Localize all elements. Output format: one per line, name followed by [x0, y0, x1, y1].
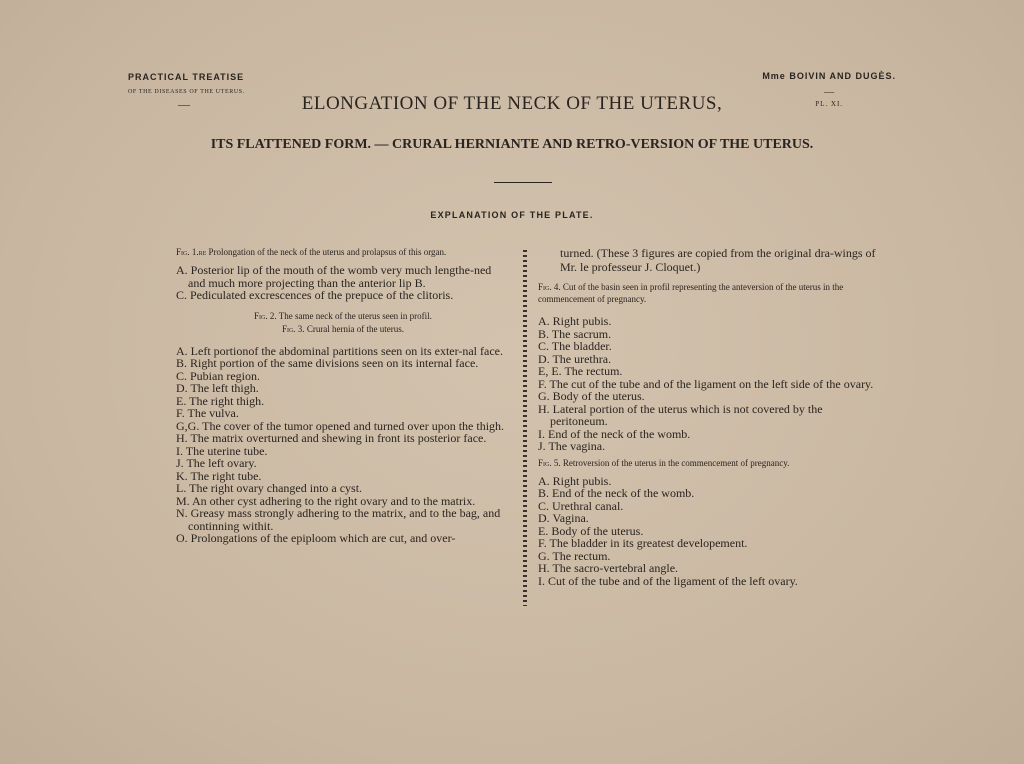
list-item: B. End of the neck of the womb.	[538, 486, 695, 500]
column-divider	[523, 250, 527, 606]
fig1-list	[176, 264, 510, 302]
fig3-continuation: turned. (These 3 figures are copied from the original dra-wings of Mr. le professeur J. Cloquet.)	[560, 246, 876, 274]
fig2-caption	[176, 310, 510, 322]
list-item: A. Left portionof the abdominal partitions seen on its exter-nal face.	[176, 343, 503, 358]
list-item: A. Right pubis.	[538, 473, 612, 488]
list-item: O. Prolongations of the epiploom which are cut, and over-	[176, 531, 456, 545]
list-item: C. Urethral canal.	[538, 498, 624, 513]
right-column	[538, 246, 878, 587]
list-item: A. Posterior lip of the mouth of the womb very much lengthe-ned and much more projecting than the anterior lip B.	[176, 263, 492, 290]
page-subtitle: ITS FLATTENED FORM. — CRURAL HERNIANTE AND RETRO-VERSION OF THE UTERUS.	[210, 137, 814, 152]
fig4-text: Cut of the basin seen in profil representing the anteversion of the uterus in the commencement of pregnancy.	[538, 282, 844, 304]
fig3-caption	[176, 323, 510, 335]
list-item: G. Body of the uterus.	[538, 389, 645, 403]
list-item: H. Lateral portion of the uterus which is not covered by the peritoneum.	[538, 401, 823, 428]
list-item: I. End of the neck of the womb.	[538, 426, 691, 441]
list-item: E. The right thigh.	[176, 393, 265, 408]
list-item: G. The rectum.	[538, 548, 611, 563]
plate-number: PL. XI.	[815, 100, 844, 108]
list-item: L. The right ovary changed into a cyst.	[176, 481, 363, 495]
fig5-list	[538, 475, 878, 588]
page-title: ELONGATION OF THE NECK OF THE UTERUS,	[301, 93, 723, 114]
authors: Mme BOIVIN AND DUGÈS.	[762, 71, 896, 81]
fig1-text: Prolongation of the neck of the uterus and prolapsus of this organ.	[208, 247, 447, 257]
header-left-dash: —	[178, 97, 190, 111]
treatise-subtitle: OF THE DISEASES OF THE UTERUS.	[128, 89, 245, 95]
list-item: D. The urethra.	[538, 351, 612, 366]
fig1-caption	[176, 246, 510, 258]
list-item: F. The vulva.	[176, 406, 239, 420]
list-item: H. The matrix overturned and shewing in front its posterior face.	[176, 431, 487, 445]
list-item: K. The right tube.	[176, 468, 262, 483]
treatise-title: PRACTICAL TREATISE	[128, 72, 245, 82]
list-item: M. An other cyst adhering to the right ovary and to the matrix.	[176, 493, 476, 508]
fig2-text: The same neck of the uterus seen in profil.	[278, 310, 432, 321]
fig1-number: Fig. 1.re	[176, 247, 207, 257]
fig5-number: Fig. 5.	[538, 457, 561, 468]
list-item: B. Right portion of the same divisions seen on its internal face.	[176, 356, 479, 370]
fig3-number: Fig. 3.	[281, 323, 305, 334]
list-item: H. The sacro-vertebral angle.	[538, 561, 679, 575]
list-item: I. Cut of the tube and of the ligament of the left ovary.	[538, 573, 798, 588]
list-item: B. The sacrum.	[538, 326, 612, 341]
fig4-number: Fig. 4.	[538, 282, 561, 292]
fig2-number: Fig. 2.	[254, 310, 277, 321]
fig5-text: Retroversion of the uterus in the commencement of pregnancy.	[562, 457, 790, 468]
list-item: E, E. The rectum.	[538, 364, 623, 378]
list-item: C. Pubian region.	[176, 368, 260, 383]
title-rule	[494, 182, 552, 183]
list-item: D. The left thigh.	[176, 381, 259, 395]
list-item: J. The vagina.	[538, 439, 606, 453]
list-item: D. Vagina.	[538, 511, 589, 525]
list-item: E. Body of the uterus.	[538, 523, 644, 538]
list-item: N. Greasy mass strongly adhering to the matrix, and to the bag, and continning withit.	[176, 506, 501, 533]
fig3-text: Crural hernia of the uterus.	[306, 323, 405, 334]
list-item: C. The bladder.	[538, 339, 612, 353]
list-item: A. Right pubis.	[538, 314, 612, 328]
list-item: F. The cut of the tube and of the ligament on the left side of the ovary.	[538, 376, 874, 391]
list-item: I. The uterine tube.	[176, 443, 268, 458]
header-right-dash: —	[824, 87, 835, 98]
explanation-heading: EXPLANATION OF THE PLATE.	[430, 210, 594, 220]
fig4-list	[538, 315, 878, 453]
list-item: C. Pediculated excrescences of the prepuce of the clitoris.	[176, 288, 454, 302]
list-item: G,G. The cover of the tumor opened and turned over upon the thigh.	[176, 418, 505, 433]
list-item: J. The left ovary.	[176, 456, 257, 470]
list-item: F. The bladder in its greatest developement.	[538, 536, 748, 550]
fig4-caption	[538, 282, 878, 305]
left-column	[176, 246, 510, 545]
fig5-caption	[538, 457, 878, 469]
fig3-list	[176, 345, 510, 545]
